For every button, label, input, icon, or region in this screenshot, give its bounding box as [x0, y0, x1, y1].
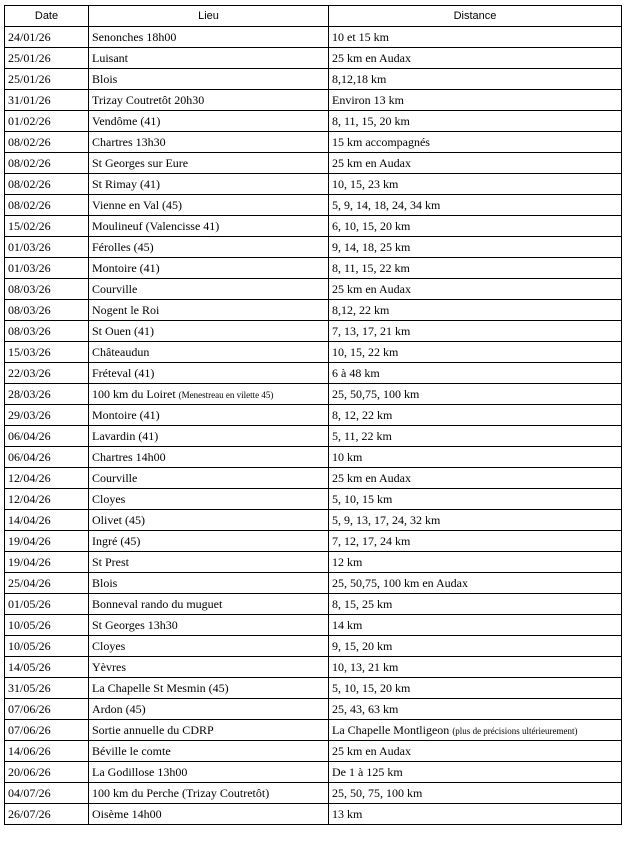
table-row [5, 804, 622, 825]
distance-text: 14 km [332, 617, 363, 632]
events-table [4, 5, 622, 825]
cell-date: 08/02/26 [5, 132, 89, 153]
lieu-text: Béville le comte [92, 743, 171, 758]
distance-text: 25 km en Audax [332, 470, 411, 485]
cell-distance [329, 678, 622, 699]
cell-lieu [89, 447, 329, 468]
lieu-text: 100 km du Loiret [92, 386, 176, 401]
cell-date: 08/03/26 [5, 279, 89, 300]
cell-distance [329, 699, 622, 720]
cell-lieu [89, 48, 329, 69]
lieu-text: Férolles (45) [92, 239, 154, 254]
distance-text: 10, 13, 21 km [332, 659, 399, 674]
distance-text: 10, 15, 22 km [332, 344, 399, 359]
cell-distance [329, 426, 622, 447]
distance-text: 9, 14, 18, 25 km [332, 239, 411, 254]
table-row [5, 489, 622, 510]
cell-distance [329, 510, 622, 531]
cell-lieu [89, 783, 329, 804]
cell-lieu [89, 594, 329, 615]
table-row [5, 216, 622, 237]
cell-date: 04/07/26 [5, 783, 89, 804]
table-row [5, 174, 622, 195]
lieu-text: Courville [92, 470, 138, 485]
cell-distance [329, 279, 622, 300]
distance-text: 8, 12, 22 km [332, 407, 393, 422]
cell-lieu [89, 174, 329, 195]
lieu-text: Châteaudun [92, 344, 150, 359]
lieu-text: St Georges 13h30 [92, 617, 178, 632]
table-row [5, 741, 622, 762]
distance-text: 7, 13, 17, 21 km [332, 323, 411, 338]
table-row [5, 153, 622, 174]
cell-distance [329, 258, 622, 279]
cell-distance [329, 489, 622, 510]
cell-distance [329, 594, 622, 615]
lieu-text: Cloyes [92, 638, 126, 653]
cell-lieu [89, 132, 329, 153]
lieu-text: Moulineuf (Valencisse 41) [92, 218, 220, 233]
cell-date: 06/04/26 [5, 426, 89, 447]
distance-text: 25 km en Audax [332, 155, 411, 170]
distance-text: 10 km [332, 449, 363, 464]
cell-distance [329, 195, 622, 216]
cell-distance [329, 720, 622, 741]
cell-distance [329, 615, 622, 636]
distance-text: 8,12,18 km [332, 71, 387, 86]
distance-text: 25 km en Audax [332, 281, 411, 296]
header-distance: Distance [329, 6, 622, 27]
distance-text: 5, 9, 13, 17, 24, 32 km [332, 512, 441, 527]
cell-lieu [89, 531, 329, 552]
header-row [5, 6, 622, 27]
cell-date: 26/07/26 [5, 804, 89, 825]
cell-lieu [89, 552, 329, 573]
lieu-text: Yèvres [92, 659, 126, 674]
table-row [5, 636, 622, 657]
table-row [5, 531, 622, 552]
table-row [5, 27, 622, 48]
cell-lieu [89, 615, 329, 636]
cell-date: 01/02/26 [5, 111, 89, 132]
cell-lieu [89, 720, 329, 741]
table-row [5, 90, 622, 111]
cell-distance [329, 783, 622, 804]
cell-distance [329, 216, 622, 237]
lieu-text: Ingré (45) [92, 533, 141, 548]
table-row [5, 615, 622, 636]
lieu-text: Montoire (41) [92, 260, 160, 275]
distance-text: 5, 10, 15 km [332, 491, 393, 506]
cell-date: 08/02/26 [5, 195, 89, 216]
cell-lieu [89, 195, 329, 216]
cell-lieu [89, 405, 329, 426]
distance-text: 7, 12, 17, 24 km [332, 533, 411, 548]
lieu-text: Blois [92, 575, 118, 590]
distance-text: 8, 11, 15, 20 km [332, 113, 410, 128]
distance-text: 25, 50, 75, 100 km [332, 785, 423, 800]
cell-distance [329, 804, 622, 825]
cell-date: 19/04/26 [5, 531, 89, 552]
distance-text: 5, 9, 14, 18, 24, 34 km [332, 197, 441, 212]
lieu-text: Lavardin (41) [92, 428, 159, 443]
distance-text: 25, 43, 63 km [332, 701, 399, 716]
distance-text: 25 km en Audax [332, 50, 411, 65]
table-row [5, 237, 622, 258]
cell-date: 01/03/26 [5, 237, 89, 258]
cell-date: 14/05/26 [5, 657, 89, 678]
cell-distance [329, 447, 622, 468]
lieu-text: St Ouen (41) [92, 323, 154, 338]
cell-distance [329, 132, 622, 153]
cell-lieu [89, 258, 329, 279]
distance-text: Environ 13 km [332, 92, 404, 107]
cell-date: 14/06/26 [5, 741, 89, 762]
cell-lieu [89, 279, 329, 300]
cell-date: 12/04/26 [5, 489, 89, 510]
table-row [5, 405, 622, 426]
cell-date: 01/05/26 [5, 594, 89, 615]
cell-distance [329, 342, 622, 363]
table-row [5, 510, 622, 531]
cell-lieu [89, 321, 329, 342]
cell-date: 12/04/26 [5, 468, 89, 489]
cell-date: 19/04/26 [5, 552, 89, 573]
lieu-text: Chartres 13h30 [92, 134, 166, 149]
cell-lieu [89, 573, 329, 594]
table-row [5, 783, 622, 804]
lieu-text: Blois [92, 71, 118, 86]
lieu-text: Oisème 14h00 [92, 806, 162, 821]
cell-distance [329, 573, 622, 594]
cell-lieu [89, 27, 329, 48]
cell-distance [329, 300, 622, 321]
cell-date: 08/02/26 [5, 153, 89, 174]
table-row [5, 258, 622, 279]
cell-lieu [89, 468, 329, 489]
lieu-text: Courville [92, 281, 138, 296]
cell-date: 22/03/26 [5, 363, 89, 384]
cell-lieu [89, 153, 329, 174]
cell-date: 07/06/26 [5, 699, 89, 720]
cell-date: 10/05/26 [5, 615, 89, 636]
cell-distance [329, 468, 622, 489]
table-row [5, 468, 622, 489]
distance-note: (plus de précisions ultérieurement) [452, 725, 578, 736]
cell-lieu [89, 699, 329, 720]
distance-text: 25, 50,75, 100 km en Audax [332, 575, 468, 590]
cell-distance [329, 321, 622, 342]
table-row [5, 111, 622, 132]
cell-distance [329, 69, 622, 90]
cell-lieu [89, 426, 329, 447]
cell-date: 25/01/26 [5, 48, 89, 69]
cell-lieu [89, 384, 329, 405]
cell-date: 31/01/26 [5, 90, 89, 111]
cell-lieu [89, 804, 329, 825]
lieu-text: Nogent le Roi [92, 302, 160, 317]
lieu-text: Trizay Coutretôt 20h30 [92, 92, 205, 107]
table-row [5, 300, 622, 321]
cell-date: 08/03/26 [5, 321, 89, 342]
table-row [5, 594, 622, 615]
distance-text: 9, 15, 20 km [332, 638, 393, 653]
distance-text: 12 km [332, 554, 363, 569]
distance-text: 5, 11, 22 km [332, 428, 392, 443]
cell-date: 01/03/26 [5, 258, 89, 279]
lieu-text: St Georges sur Eure [92, 155, 189, 170]
lieu-text: Fréteval (41) [92, 365, 155, 380]
cell-date: 08/03/26 [5, 300, 89, 321]
cell-date: 25/01/26 [5, 69, 89, 90]
table-row [5, 762, 622, 783]
cell-lieu [89, 216, 329, 237]
cell-date: 29/03/26 [5, 405, 89, 426]
cell-distance [329, 384, 622, 405]
distance-text: 8, 15, 25 km [332, 596, 393, 611]
table-row [5, 573, 622, 594]
cell-lieu [89, 90, 329, 111]
cell-distance [329, 552, 622, 573]
distance-text: 25 km en Audax [332, 743, 411, 758]
cell-date: 24/01/26 [5, 27, 89, 48]
cell-date: 07/06/26 [5, 720, 89, 741]
lieu-text: St Rimay (41) [92, 176, 160, 191]
distance-text: 6, 10, 15, 20 km [332, 218, 411, 233]
cell-lieu [89, 657, 329, 678]
cell-distance [329, 90, 622, 111]
cell-distance [329, 762, 622, 783]
cell-date: 15/02/26 [5, 216, 89, 237]
cell-distance [329, 636, 622, 657]
table-row [5, 321, 622, 342]
distance-text: De 1 à 125 km [332, 764, 403, 779]
table-row [5, 342, 622, 363]
lieu-text: La Chapelle St Mesmin (45) [92, 680, 229, 695]
table-row [5, 69, 622, 90]
cell-date: 15/03/26 [5, 342, 89, 363]
header-lieu: Lieu [89, 6, 329, 27]
lieu-text: Vendôme (41) [92, 113, 161, 128]
cell-date: 14/04/26 [5, 510, 89, 531]
lieu-text: Olivet (45) [92, 512, 145, 527]
table-row [5, 48, 622, 69]
cell-lieu [89, 300, 329, 321]
cell-distance [329, 111, 622, 132]
distance-text: 8, 11, 15, 22 km [332, 260, 410, 275]
distance-text: 15 km accompagnés [332, 134, 430, 149]
lieu-text: Ardon (45) [92, 701, 146, 716]
lieu-text: St Prest [92, 554, 130, 569]
cell-date: 06/04/26 [5, 447, 89, 468]
table-row [5, 279, 622, 300]
distance-text: 8,12, 22 km [332, 302, 390, 317]
distance-text: 13 km [332, 806, 363, 821]
cell-lieu [89, 111, 329, 132]
lieu-note: (Menestreau en vilette 45) [178, 389, 274, 400]
cell-lieu [89, 510, 329, 531]
table-row [5, 132, 622, 153]
lieu-text: La Godillose 13h00 [92, 764, 188, 779]
cell-date: 10/05/26 [5, 636, 89, 657]
table-row [5, 195, 622, 216]
cell-date: 08/02/26 [5, 174, 89, 195]
cell-distance [329, 48, 622, 69]
cell-distance [329, 237, 622, 258]
cell-date: 28/03/26 [5, 384, 89, 405]
distance-text: 5, 10, 15, 20 km [332, 680, 411, 695]
table-row [5, 552, 622, 573]
lieu-text: Montoire (41) [92, 407, 160, 422]
cell-distance [329, 27, 622, 48]
lieu-text: Senonches 18h00 [92, 29, 177, 44]
cell-lieu [89, 342, 329, 363]
cell-date: 31/05/26 [5, 678, 89, 699]
cell-distance [329, 153, 622, 174]
distance-text: 10, 15, 23 km [332, 176, 399, 191]
lieu-text: Vienne en Val (45) [92, 197, 183, 212]
cell-lieu [89, 678, 329, 699]
distance-text: La Chapelle Montligeon [332, 722, 450, 737]
table-row [5, 720, 622, 741]
lieu-text: 100 km du Perche (Trizay Coutretôt) [92, 785, 270, 800]
cell-lieu [89, 636, 329, 657]
distance-text: 25, 50,75, 100 km [332, 386, 420, 401]
table-row [5, 426, 622, 447]
table-row [5, 363, 622, 384]
cell-date: 25/04/26 [5, 573, 89, 594]
table-row [5, 447, 622, 468]
cell-distance [329, 405, 622, 426]
lieu-text: Cloyes [92, 491, 126, 506]
cell-distance [329, 174, 622, 195]
cell-distance [329, 657, 622, 678]
lieu-text: Sortie annuelle du CDRP [92, 722, 214, 737]
lieu-text: Bonneval rando du muguet [92, 596, 223, 611]
cell-date: 20/06/26 [5, 762, 89, 783]
lieu-text: Chartres 14h00 [92, 449, 166, 464]
cell-lieu [89, 741, 329, 762]
table-row [5, 699, 622, 720]
distance-text: 6 à 48 km [332, 365, 380, 380]
cell-distance [329, 531, 622, 552]
cell-lieu [89, 762, 329, 783]
header-date: Date [5, 6, 89, 27]
table-row [5, 678, 622, 699]
cell-lieu [89, 363, 329, 384]
table-row [5, 384, 622, 405]
cell-lieu [89, 489, 329, 510]
cell-lieu [89, 69, 329, 90]
table-row [5, 657, 622, 678]
cell-distance [329, 363, 622, 384]
cell-distance [329, 741, 622, 762]
cell-lieu [89, 237, 329, 258]
distance-text: 10 et 15 km [332, 29, 389, 44]
lieu-text: Luisant [92, 50, 128, 65]
